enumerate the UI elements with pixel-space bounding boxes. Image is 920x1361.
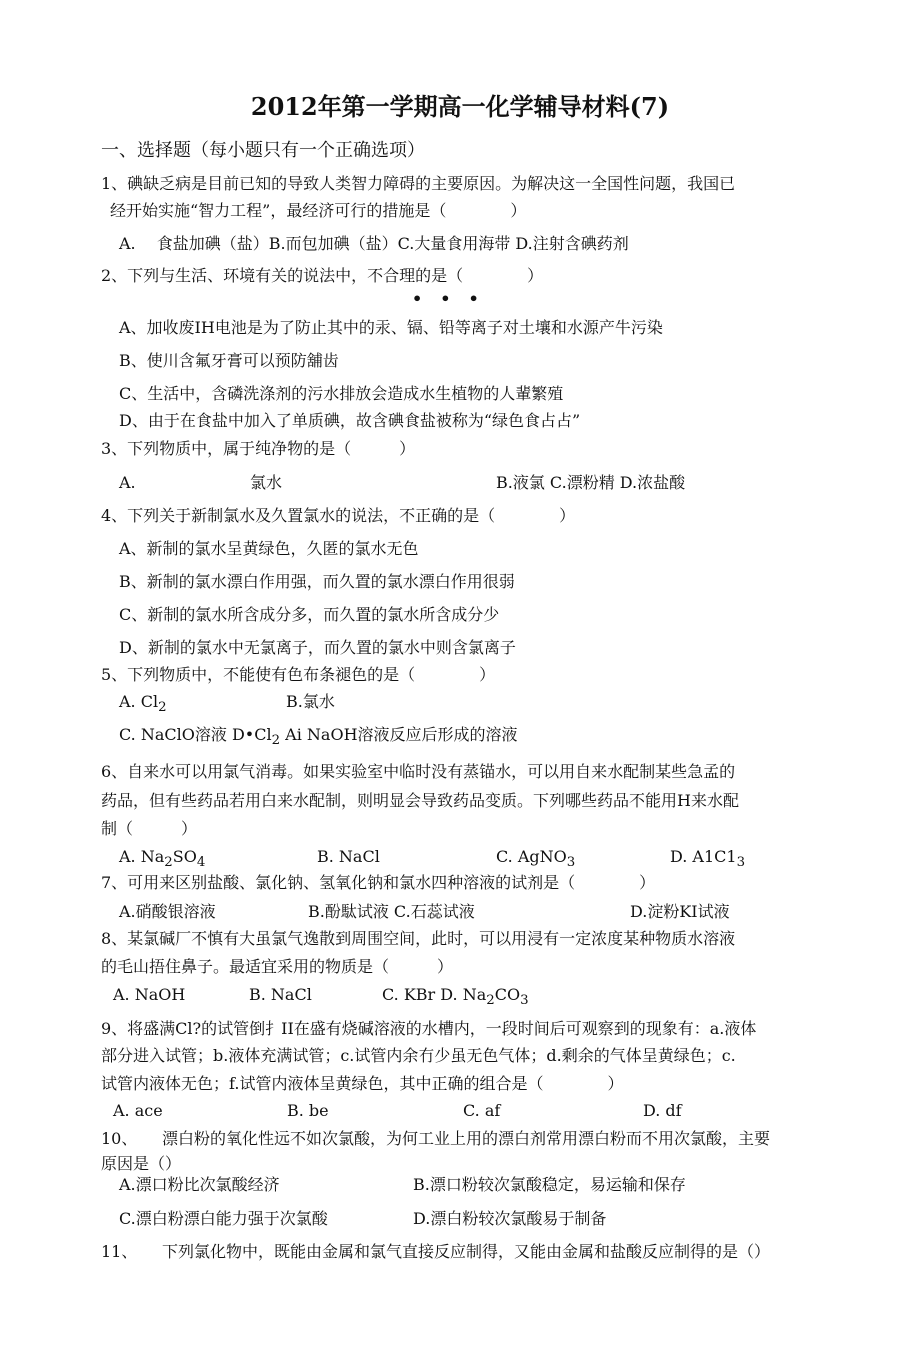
q8-options-cd [382, 985, 529, 1011]
q10-number: 10、 [101, 1129, 138, 1148]
q6-d-text: D. A1C1 [670, 847, 737, 866]
q10-option-c: C.漂白粉漂白能力强于次氯酸 [119, 1209, 328, 1228]
q6-line1: 6、自来水可以用氯气消毒。如果实验室中临时没有蒸锚水，可以用自来水配制某些急孟的 [101, 762, 736, 781]
q2-option-b: B、使川含氟牙膏可以预防舖齿 [119, 351, 339, 370]
q8-cd-text-mid: CO [494, 985, 521, 1004]
q5-a-text: A. Cl [119, 692, 159, 711]
q10-option-b: B.漂口粉较次氯酸稳定，易运输和保存 [413, 1175, 686, 1194]
q6-a-subscript-2: 4 [196, 855, 206, 871]
q3-option-a-text: 氯水 [250, 473, 283, 492]
q2-option-c: C、生活中，含磷洗涤剂的污水排放会造成水生植物的人輩繁殖 [119, 384, 564, 403]
q8-option-b: B. NaCl [249, 985, 312, 1004]
q2-emphasis-dots: ••• [412, 289, 497, 308]
q5-option-b: B.氯水 [286, 692, 335, 711]
q2-option-a: A、加收废IH电池是为了防止其中的汞、镉、铅等离子对土壤和水源产牛污染 [119, 318, 663, 337]
q6-a-subscript-1: 2 [164, 855, 173, 871]
q7-options-bc: B.酚駄试液 C.石蕊试液 [308, 902, 475, 921]
q6-c-subscript: 3 [566, 855, 576, 871]
q10-line1: 漂白粉的氧化性远不如次氯酸，为何工业上用的漂白剂常用漂白粉而不用次氯酸，主要 [162, 1129, 771, 1148]
q5-a-subscript: 2 [158, 700, 167, 716]
q6-a-text: A. Na [119, 847, 165, 866]
q5-stem: 5、下列物质中，不能使有色布条褪色的是（ ） [101, 665, 496, 684]
q7-option-a: A.硝酸银溶液 [119, 902, 216, 921]
q1-stem-line2: 经开始实施“智力工程”，最经济可行的措施是（ ） [110, 201, 527, 220]
q3-option-a-label: A. [119, 473, 136, 492]
q4-option-c: C、新制的氯水所含成分多，而久置的氯水所含成分少 [119, 605, 500, 624]
q11-number: 11、 [101, 1242, 138, 1261]
q2-stem: 2、下列与生活、环境有关的说法中，不合理的是（ ） [101, 266, 544, 285]
q8-line2: 的毛山捂住鼻子。最适宜采用的物质是（ ） [101, 957, 454, 976]
q6-c-text: C. AgNO [496, 847, 567, 866]
q6-d-subscript: 3 [736, 855, 746, 871]
q3-stem: 3、下列物质中，属于纯净物的是（ ） [101, 439, 416, 458]
q10-line2: 原因是（） [101, 1154, 182, 1173]
q9-line2: 部分进入试管；b.液体充满试管；c.试管内余冇少虽无色气体；d.剩余的气体呈黄绿色；c. [101, 1046, 736, 1065]
q8-cd-subscript-1: 2 [486, 993, 495, 1009]
q8-cd-text: C. KBr D. Na [382, 985, 487, 1004]
q1-stem-line1: 1、碘缺乏病是目前已知的导致人类智力障碍的主要原因。为解决这一全国性问题，我国已 [101, 174, 736, 193]
q5-cd-text-end: Ai NaOH溶液反应后形成的溶液 [280, 725, 518, 744]
q10-option-a: A.漂口粉比次氯酸经济 [119, 1175, 280, 1194]
q5-option-a [119, 692, 167, 718]
q2-option-d: D、由于在食盐中加入了单质碘，故含碘食盐被称为“绿色食占占” [119, 411, 581, 430]
q9-option-d: D. df [643, 1101, 682, 1120]
q6-option-b: B. NaCl [317, 847, 380, 866]
q5-cd-text: C. NaClO溶液 D•Cl [119, 725, 272, 744]
q8-option-a: A. NaOH [113, 985, 186, 1004]
q9-line1: 9、将盛满Cl?的试管倒扌II在盛有烧碱溶液的水槽内，一段时间后可观察到的现象有：a.液体 [101, 1019, 757, 1038]
q4-option-b: B、新制的氯水漂白作用强，而久置的氯水漂白作用很弱 [119, 572, 515, 591]
q3-options-bcd: B.液氯 C.漂粉精 D.浓盐酸 [496, 473, 686, 492]
q9-option-b: B. be [287, 1101, 329, 1120]
section-heading: 一、选择题（每小题只有一个正确选项） [101, 140, 425, 161]
q6-line2: 药品，但有些药品若用白来水配制，则明显会导致药品变质。下列哪些药品不能用H来水配 [101, 791, 739, 810]
q8-line1: 8、某氯碱厂不慎有大虽氯气逸散到周围空间，此时，可以用浸有一定浓度某种物质水溶液 [101, 929, 736, 948]
q4-option-a: A、新制的氯水呈黄绿色，久匿的氯水无色 [119, 539, 419, 558]
q9-option-a: A. ace [113, 1101, 163, 1120]
q7-option-d: D.淀粉KI试液 [630, 902, 730, 921]
q9-option-c: C. af [463, 1101, 501, 1120]
q4-stem: 4、下列关于新制氯水及久置氯水的说法，不正确的是（ ） [101, 506, 576, 525]
q9-line3: 试管内液体无色；f.试管内液体呈黄绿色，其中正确的组合是（ ） [101, 1074, 624, 1093]
q7-stem: 7、可用来区别盐酸、氯化钠、氢氧化钠和氯水四种溶液的试剂是（ ） [101, 873, 656, 892]
q10-option-d: D.漂白粉较次氯酸易于制备 [413, 1209, 607, 1228]
q6-option-c [496, 847, 575, 873]
q6-option-a [119, 847, 205, 873]
q8-cd-subscript-2: 3 [520, 993, 529, 1009]
q5-cd-subscript: 2 [271, 733, 281, 749]
q6-line3: 制（ ） [101, 819, 198, 838]
q4-option-d: D、新制的氯水中无氯离子，而久置的氯水中则含氯离子 [119, 638, 516, 657]
q1-options: A. 食盐加碘（盐）B.而包加碘（盐）C.大量食用海带 D.注射含碘药剂 [119, 234, 629, 253]
q11-stem: 下列氯化物中，既能由金属和氯气直接反应制得，又能由金属和盐酸反应制得的是（） [162, 1242, 771, 1261]
q6-a-text-mid: SO [172, 847, 197, 866]
document-title: 2012年第一学期高一化学辅导材料(7) [250, 92, 670, 121]
q6-option-d [670, 847, 745, 873]
q5-options-cd [119, 725, 518, 751]
